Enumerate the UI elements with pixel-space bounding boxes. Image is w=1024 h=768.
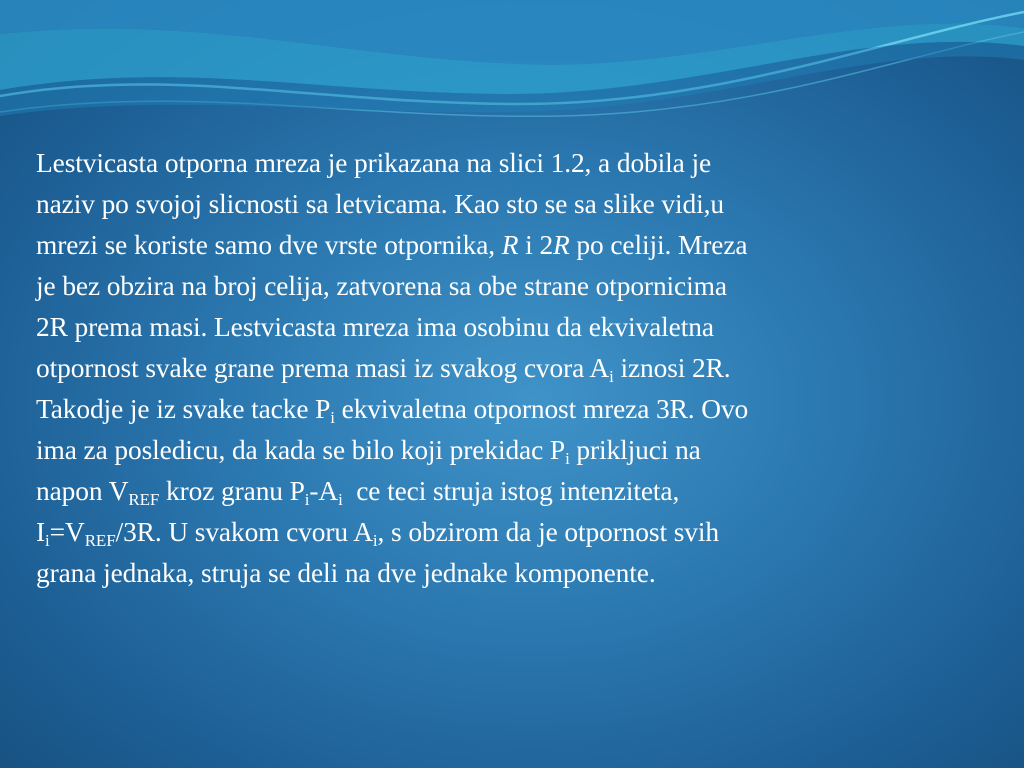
text-run: ekvivaletna otpornost mreza 3R. Ovo <box>334 394 749 424</box>
text-run: Takodje je iz svake tacke P <box>36 394 331 424</box>
italic-symbol: R <box>501 230 519 260</box>
text-run: i 2 <box>518 230 554 260</box>
subscript: REF <box>84 531 116 550</box>
subscript: i <box>609 367 614 386</box>
text-run: /3R. U svakom cvoru A <box>115 517 373 547</box>
text-line <box>36 389 986 430</box>
subscript: i <box>45 531 50 550</box>
text-run: ce teci struja istog intenziteta, <box>342 476 680 506</box>
text-line <box>36 184 986 225</box>
text-run: -A <box>309 476 339 506</box>
subscript: REF <box>128 490 160 509</box>
text-line <box>36 348 986 389</box>
text-run: je bez obzira na broj celija, zatvorena sa obe strane otpornicima <box>36 271 727 301</box>
text-line <box>36 471 986 512</box>
text-run: grana jednaka, struja se deli na dve jednake komponente. <box>36 558 656 588</box>
text-run: , s obzirom da je otpornost svih <box>377 517 719 547</box>
text-line <box>36 512 986 553</box>
text-run: otpornost svake grane prema masi iz svakog cvora A <box>36 353 610 383</box>
text-line <box>36 430 986 471</box>
subscript: i <box>372 531 378 550</box>
wave-decoration <box>0 0 1024 130</box>
text-run: =V <box>49 517 85 547</box>
text-line <box>36 266 986 307</box>
text-run: I <box>36 517 46 547</box>
text-line <box>36 143 986 184</box>
subscript: i <box>330 408 335 427</box>
subscript: i <box>338 490 343 509</box>
text-run: po celiji. Mreza <box>569 230 748 260</box>
text-run: 2R prema masi. Lestvicasta mreza ima osobinu da ekvivaletna <box>36 312 714 342</box>
text-line <box>36 307 986 348</box>
body-paragraph <box>36 143 986 594</box>
subscript: i <box>304 490 310 509</box>
text-run: prikljuci na <box>569 435 701 465</box>
text-line <box>36 553 986 594</box>
text-run: napon V <box>36 476 129 506</box>
text-run: mrezi se koriste samo dve vrste otpornika, <box>36 230 502 260</box>
subscript: i <box>565 449 570 468</box>
italic-symbol: R <box>553 230 570 260</box>
text-line <box>36 225 986 266</box>
text-run: ima za posledicu, da kada se bilo koji prekidac P <box>36 435 566 465</box>
text-run: iznosi 2R. <box>613 353 731 383</box>
text-run: naziv po svojoj slicnosti sa letvicama. Kao sto se sa slike vidi,u <box>36 189 724 219</box>
text-run: Lestvicasta otporna mreza je prikazana na slici 1.2, a dobila je <box>36 148 712 178</box>
text-run: kroz granu P <box>159 476 305 506</box>
